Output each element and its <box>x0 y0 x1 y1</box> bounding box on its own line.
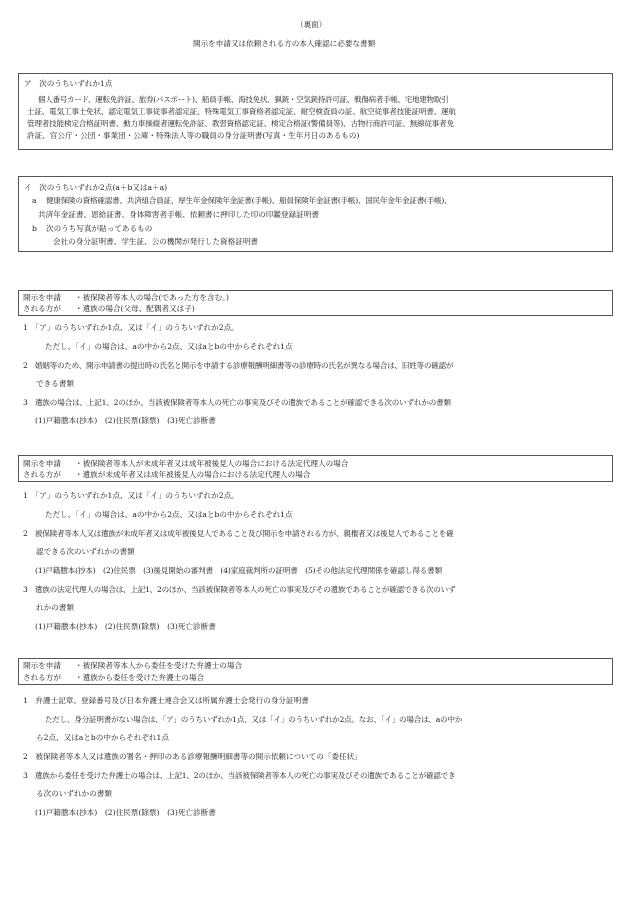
section3-item: る次のいずれかの書類 <box>36 789 112 798</box>
box-a-line: 許証、官公庁・公団・事業団・公庫・特殊法人等の職員の身分証明書(写真・生年月日のあるもの) <box>27 131 360 140</box>
section1-item: (1)戸籍謄本(抄本) (2)住民票(除票) (3)死亡診断書 <box>35 416 216 425</box>
box-i-heading: イ 次のうちいずれか2点(a＋b又はa＋a) <box>24 183 168 192</box>
box-a-line: 個人番号カード、運転免許証、旅券(パスポート)、船員手帳、海技免状、猟銃・空気銃持許可証、戦傷病者手帳、宅地建物取引 <box>38 95 449 104</box>
page-title: 開示を申請又は依頼される方の本人確認に必要な書類 <box>193 39 376 48</box>
page-label: （裏面） <box>296 20 327 29</box>
section3-hdr-right: ・被保険者等本人から委任を受けた弁護士の場合 <box>75 661 243 670</box>
section3-item: ただし、身分証明書がない場合は、「ア」のうちいずれか1点、又は「イ」のうちいずれか2点。なお、「イ」の場合は、aの中か <box>45 715 463 724</box>
section2-hdr-left: される方が <box>23 470 61 479</box>
section2-hdr-right: ・被保険者等本人が未成年者又は成年被後見人の場合における法定代理人の場合 <box>75 459 349 468</box>
section1-item: 2 婚姻等のため、開示申請書の提出時の氏名と開示を申請する診療報酬明細書等の診療時の氏名が異なる場合は、旧姓等の確認が <box>23 361 454 370</box>
box-i-a-label: a <box>32 196 37 205</box>
section2-item: 認できる次のいずれかの書類 <box>36 547 135 556</box>
section1-hdr-right: ・遺族の場合(父母、配偶者又は子) <box>75 304 195 313</box>
section2-item: 2 被保険者等本人又は遺族が未成年者又は成年被後見人であること及び開示を申請される方が、親権者又は後見人であることを確 <box>23 529 454 538</box>
section1-hdr-left: される方が <box>23 304 61 313</box>
section2-item: れかの書類 <box>36 603 74 612</box>
section2-item: (1)戸籍謄本(抄本) (2)住民票(除票) (3)死亡診断書 <box>35 622 216 631</box>
section3-hdr-left: される方が <box>23 673 61 682</box>
section2-hdr-right: ・遺族が未成年者又は成年被後見人の場合における法定代理人の場合 <box>75 470 311 479</box>
box-i-a-line: 健康保険の資格確認書、共済組合員証、厚生年金保険年金証書(手帳)、船員保険年金証書(手帳)、国民年金年金証書(手帳)、 <box>46 196 452 205</box>
section2-item: 1 「ア」のうちいずれか1点、又は「イ」のうちいずれか2点。 <box>23 491 239 500</box>
box-i-b-line: 次のうち写真が貼ってあるもの <box>46 224 153 233</box>
section2-item: 3 遺族の法定代理人の場合は、上記1、2のほか、当該被保険者等本人の死亡の事実及びその遺族であることが確認できる次のいず <box>23 585 456 594</box>
box-a-heading: ア 次のうちいずれか1点 <box>24 79 113 88</box>
box-i-a-line: 共済年金証書、恩給証書、身体障害者手帳、依頼書に押印した印の印鑑登録証明書 <box>38 210 319 219</box>
section1-hdr-left: 開示を申請 <box>23 293 61 302</box>
section3-hdr-left: 開示を申請 <box>23 661 61 670</box>
box-i-b-sub: 会社の身分証明書、学生証、公の機関が発行した資格証明書 <box>53 237 259 246</box>
section2-hdr-left: 開示を申請 <box>23 459 61 468</box>
section3-item: ら2点、又はaとbの中からそれぞれ1点 <box>36 733 169 742</box>
section1-hdr-right: ・被保険者等本人の場合(であった方を含む。) <box>75 293 229 302</box>
section3-item: 1 弁護士記章、登録番号及び日本弁護士連合会又は所属弁護士会発行の身分証明書 <box>23 696 309 705</box>
box-i-b-label: b <box>32 224 37 233</box>
section3-hdr-right: ・遺族から委任を受けた弁護士の場合 <box>75 673 205 682</box>
box-a-line: 士証、電気工事士免状、認定電気工事従事者認定証、特殊電気工事資格者認定証、耐空検査員の証、航空従事者技能証明書、運航 <box>27 107 456 116</box>
section2-item: ただし、「イ」の場合は、aの中から2点、又はaとbの中からそれぞれ1点 <box>45 510 293 519</box>
section1-item: 3 遺族の場合は、上記1、2のほか、当該被保険者等本人の死亡の事実及びその遺族であることが確認できる次のいずれかの書類 <box>23 398 451 407</box>
section3-item: 2 被保険者等本人又は遺族の署名・押印のある診療報酬明細書等の開示依頼についての「委任状」 <box>23 752 362 761</box>
box-a-line: 管理者技能検定合格証明書、動力車操縦者運転免許証、教習資格認定証、検定合格証(警備員等)、古物行商許可証、無線従事者免 <box>27 119 454 128</box>
section1-item: できる書類 <box>36 379 74 388</box>
section1-item: ただし、「イ」の場合は、aの中から2点、又はaとbの中からそれぞれ1点 <box>45 342 293 351</box>
section1-item: 1 「ア」のうちいずれか1点、又は「イ」のうちいずれか2点。 <box>23 323 239 332</box>
section2-item: (1)戸籍謄本(抄本) (2)住民票 (3)後見開始の審判書 (4)家庭裁判所の証明書 (5)その他法定代理関係を確認し得る書類 <box>35 566 443 575</box>
section3-item: (1)戸籍謄本(抄本) (2)住民票(除票) (3)死亡診断書 <box>35 808 216 817</box>
section3-item: 3 遺族から委任を受けた弁護士の場合は、上記1、2のほか、当該被保険者等本人の死亡の事実及びその遺族であることが確認でき <box>23 771 456 780</box>
